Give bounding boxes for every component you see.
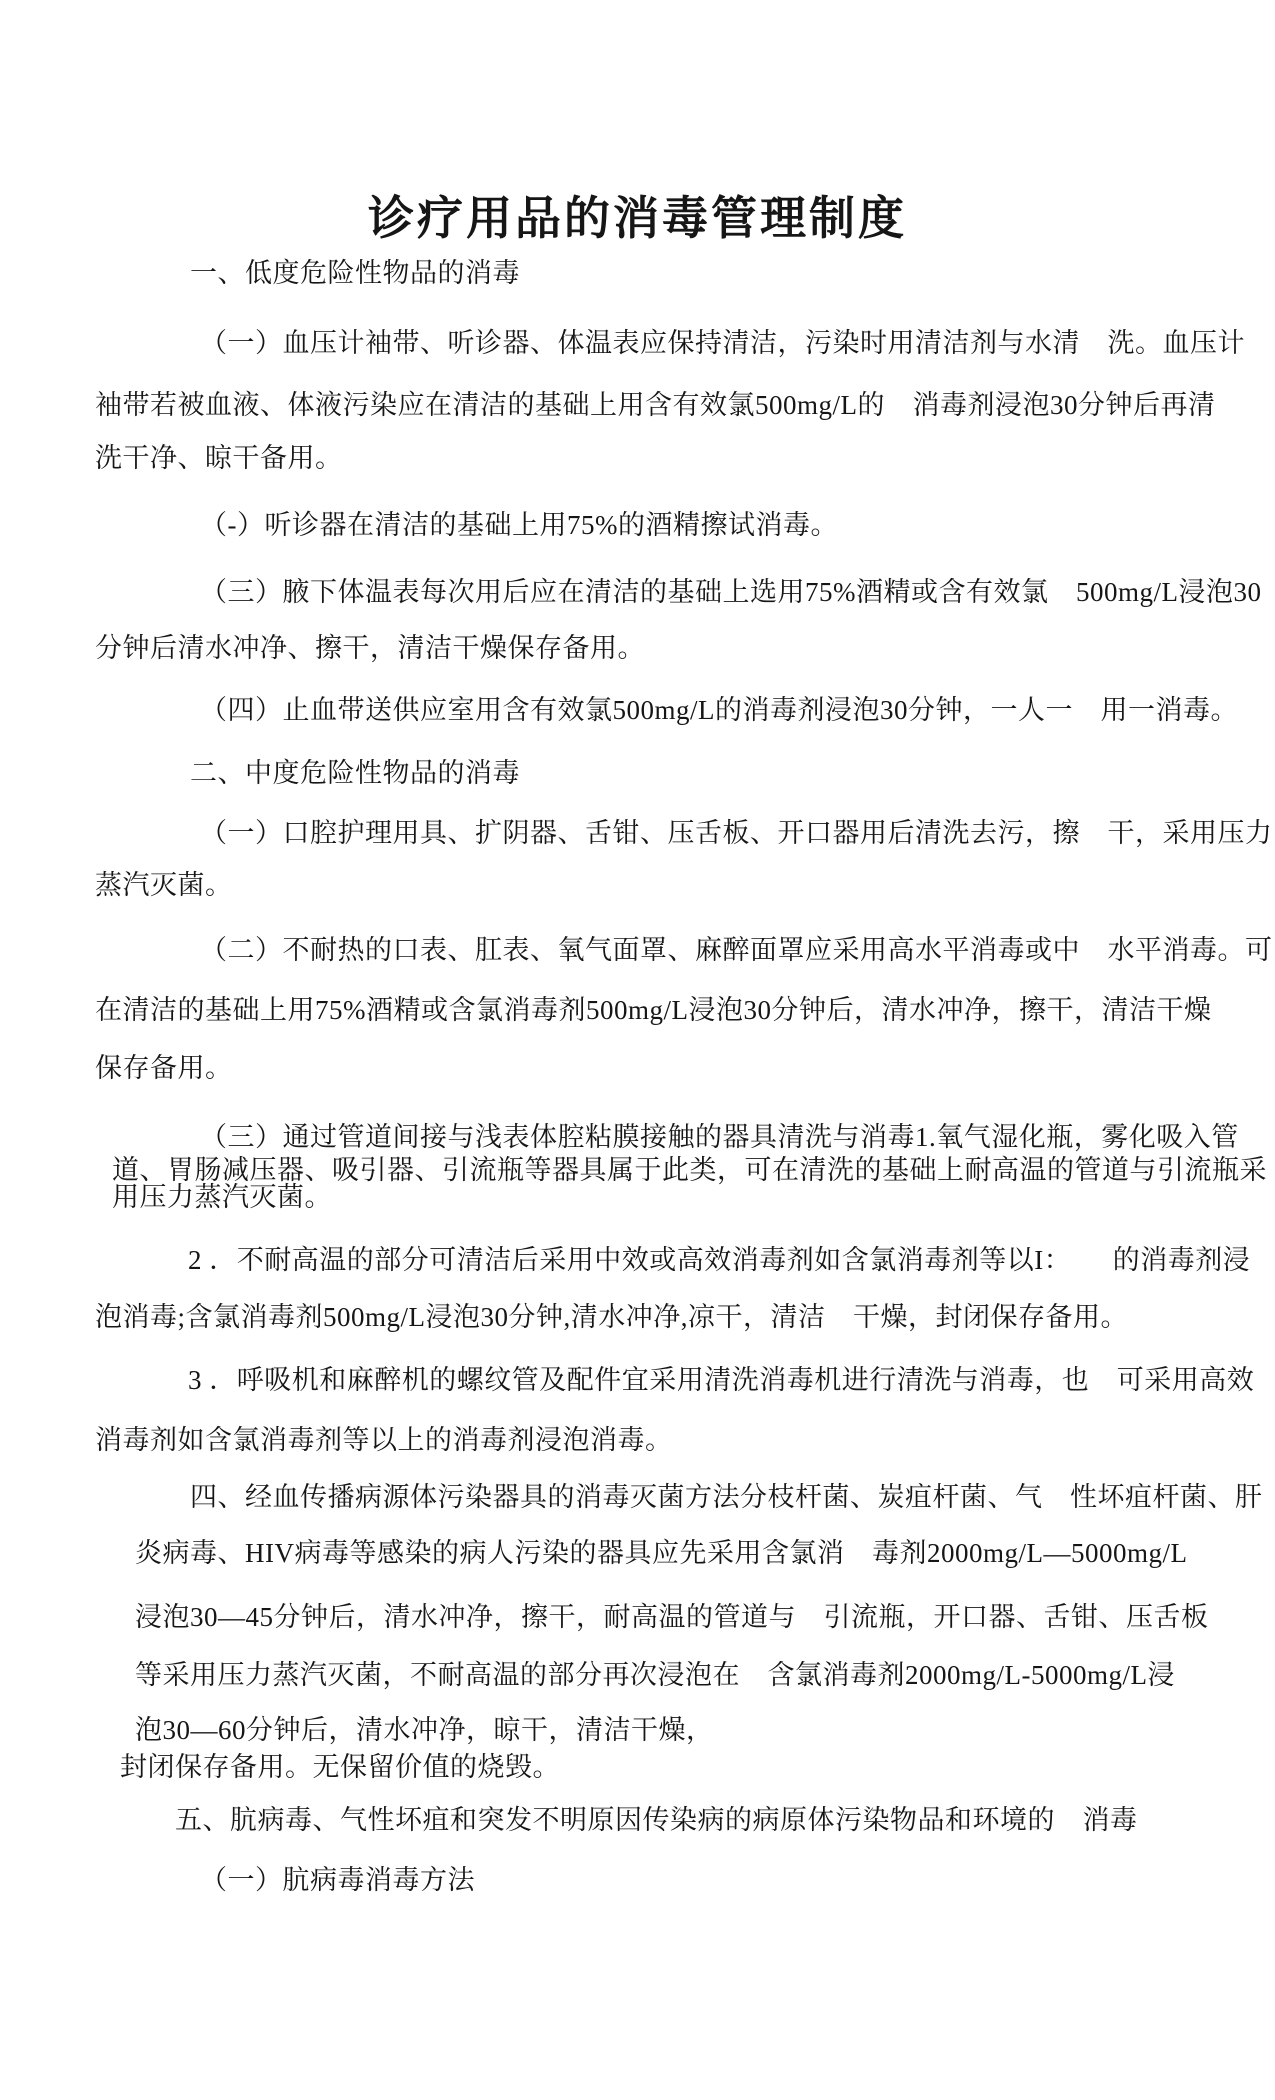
section-4-line-1: 四、经血传播病源体污染器具的消毒灭菌方法分枝杆菌、炭疽杆菌、气 性坏疽杆菌、肝 [190, 1482, 1263, 1512]
section-4-line-2: 炎病毒、HIV病毒等感染的病人污染的器具应先采用含氯消 毒剂2000mg/L—5000mg/L [135, 1538, 1188, 1568]
item-2-2-line-2: 在清洁的基础上用75%酒精或含氯消毒剂500mg/L浸泡30分钟后，清水冲净，擦干，清洁干燥 [95, 995, 1212, 1025]
item-2-1-line-1: （一）口腔护理用具、扩阴器、舌钳、压舌板、开口器用后清洗去污，擦 干，采用压力 [200, 818, 1273, 848]
item-2-1-line-2: 蒸汽灭菌。 [95, 870, 233, 900]
item-2-2-line-1: （二）不耐热的口表、肛表、氧气面罩、麻醉面罩应采用高水平消毒或中 水平消毒。可 [200, 935, 1273, 965]
item-5-1-line-1: （一）肮病毒消毒方法 [200, 1865, 475, 1895]
section-5-heading: 五、肮病毒、气性坏疽和突发不明原因传染病的病原体污染物品和环境的 消毒 [175, 1805, 1138, 1835]
item-1-3-line-1: （三）腋下体温表每次用后应在清洁的基础上选用75%酒精或含有效氯 500mg/L浸泡30 [200, 577, 1262, 607]
item-2-num2-line-1: 2 ．不耐高温的部分可清洁后采用中效或高效消毒剂如含氯消毒剂等以I： 的消毒剂浸 [188, 1245, 1251, 1275]
section-1-heading: 一、低度危险性物品的消毒 [190, 258, 520, 288]
item-2-3-line-3: 用压力蒸汽灭菌。 [112, 1182, 332, 1212]
item-1-1-line-2: 袖带若被血液、体液污染应在清洁的基础上用含有效氯500mg/L的 消毒剂浸泡30分钟后再清 [95, 390, 1216, 420]
item-1-1-line-3: 洗干净、晾干备用。 [95, 443, 343, 473]
item-2-3-line-1: （三）通过管道间接与浅表体腔粘膜接触的器具清洗与消毒1.氧气湿化瓶，雾化吸入管 [200, 1122, 1239, 1152]
section-4-line-4: 等采用压力蒸汽灭菌，不耐高温的部分再次浸泡在 含氯消毒剂2000mg/L-5000mg/L浸 [135, 1660, 1175, 1690]
item-1-4-line-1: （四）止血带送供应室用含有效氯500mg/L的消毒剂浸泡30分钟，一人一 用一消毒。 [200, 695, 1238, 725]
section-4-line-3: 浸泡30—45分钟后，清水冲净，擦干，耐高温的管道与 引流瓶，开口器、舌钳、压舌板 [135, 1602, 1209, 1632]
item-1-1-line-1: （一）血压计袖带、听诊器、体温表应保持清洁，污染时用清洁剂与水清 洗。血压计 [200, 328, 1245, 358]
item-2-num2-line-2: 泡消毒;含氯消毒剂500mg/L浸泡30分钟,清水冲净,凉干，清洁 干燥，封闭保存备用。 [95, 1302, 1128, 1332]
item-2-num3-line-1: 3 ．呼吸机和麻醉机的螺纹管及配件宜采用清洗消毒机进行清洗与消毒，也 可采用高效 [188, 1365, 1255, 1395]
item-2-3-line-2: 道、胃肠减压器、吸引器、引流瓶等器具属于此类，可在清洗的基础上耐高温的管道与引流瓶采 [112, 1155, 1267, 1185]
item-2-2-line-3: 保存备用。 [95, 1053, 233, 1083]
section-4-line-6: 封闭保存备用。无保留价值的烧毁。 [120, 1752, 560, 1782]
section-2-heading: 二、中度危险性物品的消毒 [190, 758, 520, 788]
section-4-line-5: 泡30—60分钟后，清水冲净，晾干，清洁干燥， [135, 1715, 714, 1745]
item-2-num3-line-2: 消毒剂如含氯消毒剂等以上的消毒剂浸泡消毒。 [95, 1425, 673, 1455]
document-title: 诊疗用品的消毒管理制度 [368, 193, 907, 244]
item-1-3-line-2: 分钟后清水冲净、擦干，清洁干燥保存备用。 [95, 633, 645, 663]
item-1-2-line-1: （-）听诊器在清洁的基础上用75%的酒精擦试消毒。 [200, 510, 838, 540]
